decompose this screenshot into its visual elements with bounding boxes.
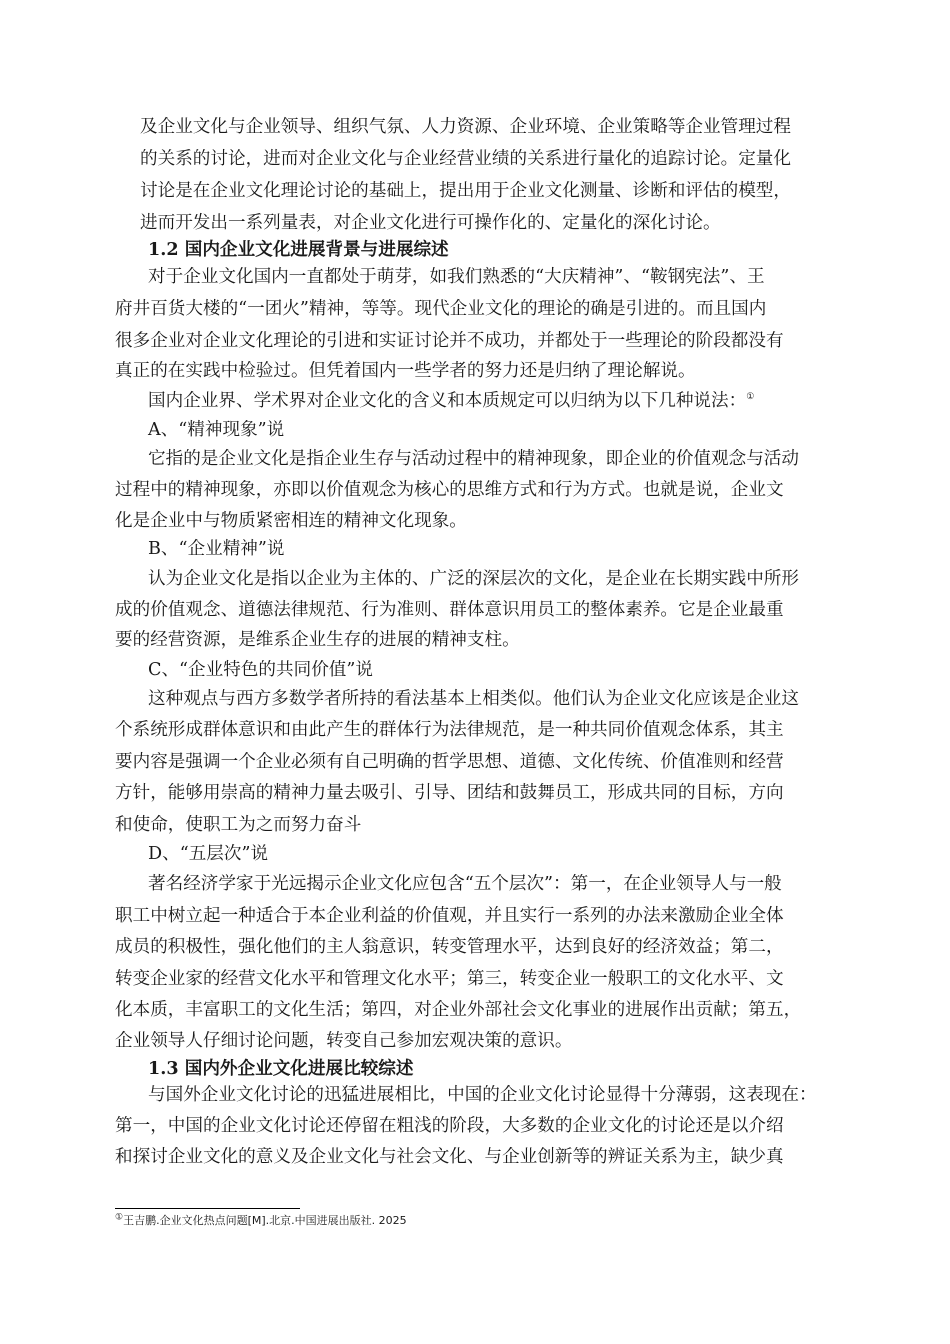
para-line	[148, 385, 754, 417]
para-line: 著名经济学家于光远揭示企业文化应包含“五个层次”：第一，在企业领导人与一般	[148, 874, 782, 894]
para-line: 真正的在实践中检验过。但凭着国内一些学者的努力还是归纳了理论解说。	[115, 361, 696, 381]
footnote-text: 王吉鹏.企业文化热点问题[M].北京.中国进展出版社. 2025	[123, 1214, 407, 1227]
para-line: 要的经营资源，是维系企业生存的进展的精神支柱。	[115, 630, 520, 650]
footnote-ref: ①	[746, 392, 755, 403]
footnote-marker: ①	[115, 1212, 124, 1223]
subheading-c: C、“企业特色的共同价值”说	[148, 660, 373, 680]
section-heading: 1.2 国内企业文化进展背景与进展综述	[148, 239, 449, 260]
para-line: 府井百货大楼的“一团火”精神，等等。现代企业文化的理论的确是引进的。而且国内	[115, 299, 767, 319]
para-line: 对于企业文化国内一直都处于萌芽，如我们熟悉的“大庆精神”、“鞍钢宪法”、王	[148, 267, 765, 287]
para-line: 成员的积极性，强化他们的主人翁意识，转变管理水平，达到良好的经济效益；第二，	[115, 937, 784, 957]
para-line: 要内容是强调一个企业必须有自己明确的哲学思想、道德、文化传统、价值准则和经营	[115, 752, 784, 772]
para-line: 职工中树立起一种适合于本企业利益的价值观，并且实行一系列的办法来激励企业全体	[115, 906, 784, 926]
subheading-b: B、“企业精神”说	[148, 539, 285, 559]
subheading-a: A、“精神现象”说	[148, 420, 285, 440]
para-text: 国内企业界、学术界对企业文化的含义和本质规定可以归纳为以下几种说法：	[148, 391, 747, 411]
subheading-d: D、“五层次”说	[148, 844, 269, 864]
para-line: 个系统形成群体意识和由此产生的群体行为法律规范，是一种共同价值观念体系，其主	[115, 720, 784, 740]
para-line: 及企业文化与企业领导、组织气氛、人力资源、企业环境、企业策略等企业管理过程	[140, 117, 791, 137]
para-line: 方针，能够用崇高的精神力量去吸引、引导、团结和鼓舞员工，形成共同的目标，方向	[115, 783, 784, 803]
para-line: 认为企业文化是指以企业为主体的、广泛的深层次的文化，是企业在长期实践中所形	[148, 569, 799, 589]
para-line: 转变企业家的经营文化水平和管理文化水平；第三，转变企业一般职工的文化水平、文	[115, 969, 784, 989]
para-line: 企业领导人仔细讨论问题，转变自己参加宏观决策的意识。	[115, 1031, 573, 1051]
para-line: 的关系的讨论，进而对企业文化与企业经营业绩的关系进行量化的追踪讨论。定量化	[140, 149, 791, 169]
para-line: 过程中的精神现象，亦即以价值观念为核心的思维方式和行为方式。也就是说，企业文	[115, 480, 784, 500]
para-line: 与国外企业文化讨论的迅猛进展相比，中国的企业文化讨论显得十分薄弱，这表现在：	[148, 1085, 817, 1105]
para-line: 和探讨企业文化的意义及企业文化与社会文化、与企业创新等的辨证关系为主，缺少真	[115, 1147, 784, 1167]
para-line: 进而开发出一系列量表，对企业文化进行可操作化的、定量化的深化讨论。	[140, 213, 721, 233]
para-line: 成的价值观念、道德法律规范、行为准则、群体意识用员工的整体素养。它是企业最重	[115, 600, 784, 620]
footnote	[115, 1213, 407, 1229]
para-line: 这种观点与西方多数学者所持的看法基本上相类似。他们认为企业文化应该是企业这	[148, 689, 799, 709]
section-heading: 1.3 国内外企业文化进展比较综述	[148, 1058, 414, 1079]
para-line: 化是企业中与物质紧密相连的精神文化现象。	[115, 511, 467, 531]
para-line: 和使命，使职工为之而努力奋斗	[115, 815, 362, 835]
para-line: 它指的是企业文化是指企业生存与活动过程中的精神现象，即企业的价值观念与活动	[148, 449, 799, 469]
para-line: 讨论是在企业文化理论讨论的基础上，提出用于企业文化测量、诊断和评估的模型，	[140, 181, 791, 201]
para-line: 化本质，丰富职工的文化生活；第四，对企业外部社会文化事业的进展作出贡献；第五，	[115, 1000, 802, 1020]
para-line: 很多企业对企业文化理论的引进和实证讨论并不成功，并都处于一些理论的阶段都没有	[115, 331, 784, 351]
para-line: 第一，中国的企业文化讨论还停留在粗浅的阶段，大多数的企业文化的讨论还是以介绍	[115, 1116, 784, 1136]
footnote-divider	[115, 1208, 300, 1209]
